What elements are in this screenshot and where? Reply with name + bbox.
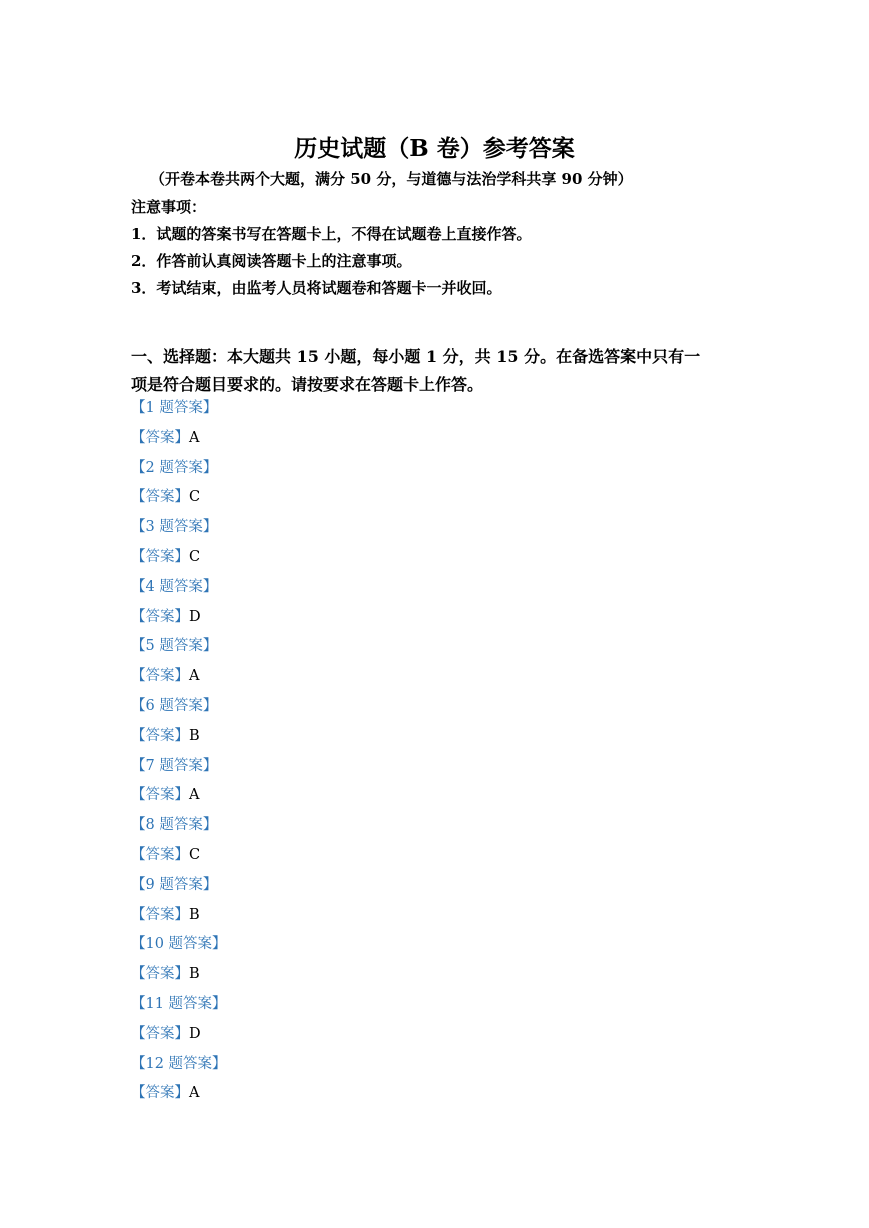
question-label: 【5 题答案】	[131, 638, 218, 655]
document-title: 历史试题（B 卷）参考答案	[294, 135, 575, 162]
question-label: 【6 题答案】	[131, 697, 218, 714]
answer-row: 【答案】B	[131, 966, 200, 983]
answer-value: A	[189, 668, 200, 685]
answer-value: C	[189, 846, 201, 863]
document-subtitle: （开卷本卷共两个大题，满分 50 分，与道德与法治学科共享 90 分钟）	[150, 170, 633, 188]
notice-item-2: 2．作答前认真阅读答题卡上的注意事项。	[131, 252, 412, 270]
answer-value: D	[189, 608, 201, 625]
answer-value: A	[189, 1085, 200, 1102]
question-label: 【10 题答案】	[131, 936, 227, 953]
answer-value: B	[189, 966, 200, 983]
answer-row: 【答案】C	[131, 489, 201, 506]
answer-value: A	[189, 787, 200, 804]
answer-row: 【答案】A	[131, 787, 200, 804]
section-heading-line-2: 项是符合题目要求的。请按要求在答题卡上作答。	[131, 375, 484, 394]
answer-row: 【答案】A	[131, 1085, 200, 1102]
answer-value: D	[189, 1025, 201, 1042]
answer-row: 【答案】D	[131, 1025, 201, 1042]
answer-value: B	[189, 727, 200, 744]
notice-item-1: 1．试题的答案书写在答题卡上，不得在试题卷上直接作答。	[131, 225, 532, 243]
question-label: 【9 题答案】	[131, 876, 218, 893]
question-label: 【3 题答案】	[131, 519, 218, 536]
notice-heading: 注意事项：	[131, 198, 207, 216]
answer-row: 【答案】A	[131, 429, 200, 446]
answer-list	[131, 396, 631, 1111]
answer-value: A	[189, 429, 200, 446]
answer-row: 【答案】B	[131, 727, 200, 744]
answer-value: C	[189, 548, 201, 565]
question-label: 【1 题答案】	[131, 400, 218, 416]
question-label: 【2 题答案】	[131, 459, 218, 476]
question-label: 【11 题答案】	[131, 995, 227, 1012]
answer-row: 【答案】D	[131, 608, 201, 625]
question-label: 【4 题答案】	[131, 578, 218, 595]
answer-value: B	[189, 906, 200, 923]
answer-row: 【答案】C	[131, 548, 201, 565]
answer-row: 【答案】C	[131, 846, 201, 863]
section-heading-line-1: 一、选择题：本大题共 15 小题，每小题 1 分，共 15 分。在备选答案中只有一	[131, 347, 701, 366]
answer-value: C	[189, 489, 201, 506]
question-label: 【7 题答案】	[131, 757, 218, 774]
question-label: 【12 题答案】	[131, 1055, 227, 1072]
notice-item-3: 3．考试结束，由监考人员将试题卷和答题卡一并收回。	[131, 279, 502, 297]
answer-row: 【答案】A	[131, 668, 200, 685]
answer-row: 【答案】B	[131, 906, 200, 923]
question-label: 【8 题答案】	[131, 817, 218, 834]
